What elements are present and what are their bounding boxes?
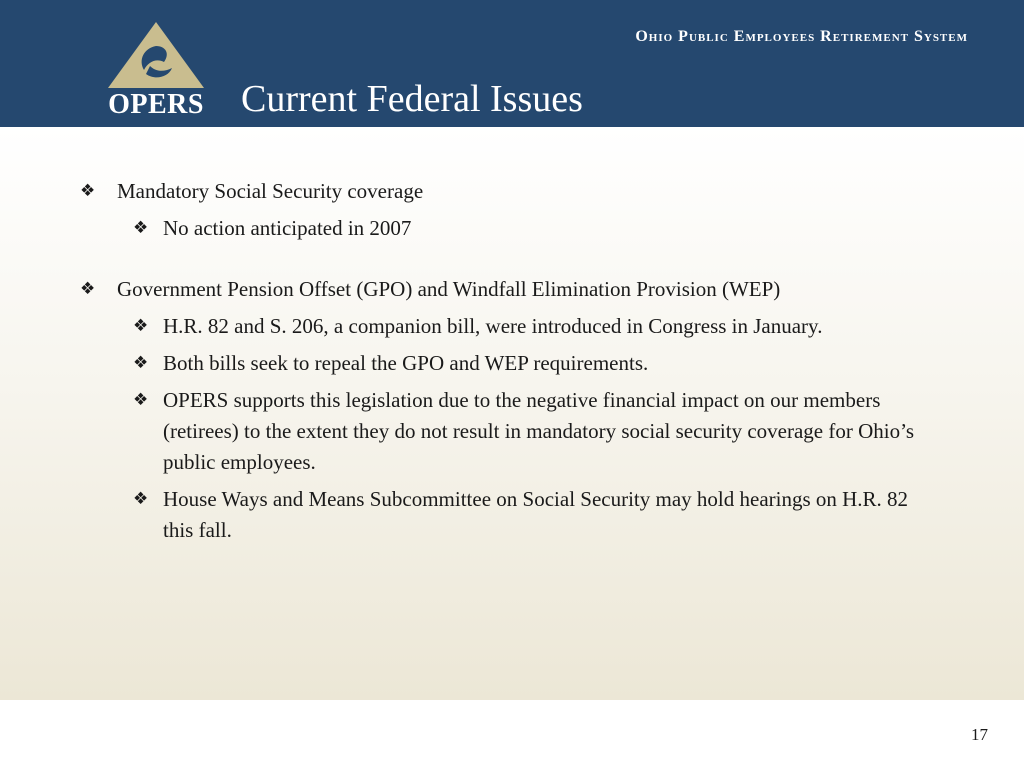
- bullet-item: [80, 176, 960, 207]
- bullet-text: Mandatory Social Security coverage: [117, 179, 424, 203]
- header-band: [0, 0, 1024, 127]
- logo-text: OPERS: [108, 89, 204, 120]
- sub-bullet-item: [133, 311, 933, 342]
- sub-bullet-item: [133, 348, 933, 379]
- bullet-text: Government Pension Offset (GPO) and Windfall Elimination Provision (WEP): [117, 277, 781, 301]
- opers-logo: [100, 18, 212, 122]
- sub-bullet-text: H.R. 82 and S. 206, a companion bill, were introduced in Congress in January.: [163, 314, 823, 338]
- four-diamond-bullet-icon: ❖: [133, 218, 149, 238]
- sub-bullet-text: OPERS supports this legislation due to the negative financial impact on our members (retirees) to the extent they do not result in mandatory social security coverage for Ohio’s public employees.: [163, 388, 915, 474]
- page-number: 17: [971, 725, 988, 744]
- bullet-list: [80, 176, 960, 546]
- four-diamond-bullet-icon: ❖: [133, 390, 149, 410]
- four-diamond-bullet-icon: ❖: [133, 353, 149, 373]
- sub-bullet-item: [133, 385, 933, 478]
- four-diamond-bullet-icon: ❖: [80, 181, 96, 201]
- four-diamond-bullet-icon: ❖: [133, 316, 149, 336]
- sub-bullet-item: [133, 213, 933, 244]
- sub-bullet-item: [133, 484, 933, 546]
- sub-bullet-text: House Ways and Means Subcommittee on Social Security may hold hearings on H.R. 82 this fall.: [163, 487, 909, 542]
- organization-name: Ohio Public Employees Retirement System: [635, 28, 968, 45]
- bullet-item: [80, 274, 960, 305]
- four-diamond-bullet-icon: ❖: [80, 279, 96, 299]
- sub-bullet-text: No action anticipated in 2007: [163, 216, 412, 240]
- slide-title: Current Federal Issues: [241, 78, 583, 120]
- four-diamond-bullet-icon: ❖: [133, 489, 149, 509]
- triangle-swirl-icon: [100, 18, 212, 90]
- sub-bullet-text: Both bills seek to repeal the GPO and WEP requirements.: [163, 351, 649, 375]
